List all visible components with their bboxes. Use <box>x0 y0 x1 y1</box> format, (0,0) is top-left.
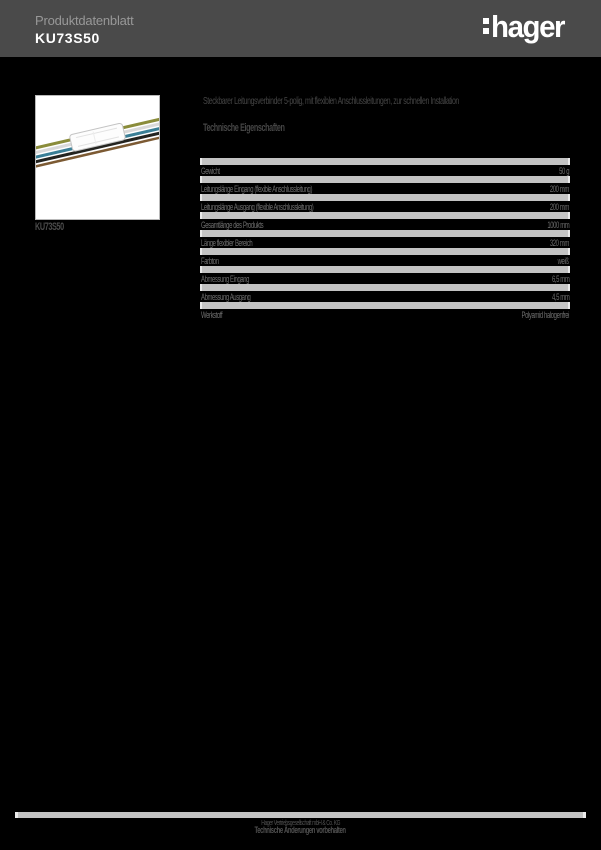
table-row <box>200 248 570 266</box>
spec-label: Werkstoff <box>201 309 223 320</box>
table-row <box>200 212 570 230</box>
row-separator-bar <box>200 284 570 291</box>
spec-value: 6,5 mm <box>551 273 569 284</box>
row-separator-bar <box>200 230 570 237</box>
row-separator-bar <box>200 158 570 165</box>
spec-label: Gewicht <box>201 165 220 176</box>
product-code-title: KU73S50 <box>35 30 100 46</box>
table-row <box>200 302 570 320</box>
product-description: Steckbarer Leitungsverbinder 5-polig, mit flexiblen Anschlussleitungen, zur schnellen Installation <box>203 95 459 107</box>
spec-value: 200 mm <box>549 201 569 212</box>
row-separator-bar <box>200 194 570 201</box>
table-row <box>200 176 570 194</box>
product-photo-connector-with-cables <box>36 96 159 219</box>
spec-label: Leitungslänge Eingang (flexible Anschlussleitung) <box>201 183 313 194</box>
spec-value: 200 mm <box>549 183 569 194</box>
row-separator-bar <box>200 302 570 309</box>
spec-value: 1000 mm <box>547 219 569 230</box>
row-separator-bar <box>200 212 570 219</box>
table-row <box>200 284 570 302</box>
row-separator-bar <box>200 266 570 273</box>
spec-value: weiß <box>558 255 569 266</box>
doc-type-label: Produktdatenblatt <box>35 13 134 28</box>
spec-label: Abmessung Eingang <box>201 273 250 284</box>
spec-value: 4,5 mm <box>551 291 569 302</box>
hager-logo-dots-icon <box>483 18 489 34</box>
table-row <box>200 158 570 176</box>
spec-table <box>200 158 570 320</box>
table-row <box>200 194 570 212</box>
footer-company-line: Hager Vertriebsgesellschaft mbH & Co. KG <box>261 818 340 827</box>
product-image <box>35 95 160 220</box>
spec-label: Farbton <box>201 255 219 266</box>
hager-logo-text: hager <box>491 9 565 44</box>
header-band <box>0 0 601 57</box>
spec-label: Gesamtlänge des Produkts <box>201 219 264 230</box>
table-row <box>200 230 570 248</box>
footer-text <box>0 820 601 833</box>
footer-notice-line: Technische Änderungen vorbehalten <box>254 824 347 835</box>
hager-logo <box>483 11 568 42</box>
product-image-caption: KU73S50 <box>35 221 64 233</box>
section-title-technical-properties: Technische Eigenschaften <box>203 122 285 134</box>
spec-label: Leitungslänge Ausgang (flexible Anschlussleitung) <box>201 201 314 212</box>
spec-label: Länge flexibler Bereich <box>201 237 253 248</box>
spec-value: Polyamid halogenfrei <box>521 309 569 320</box>
row-separator-bar <box>200 248 570 255</box>
table-row <box>200 266 570 284</box>
spec-label: Abmessung Ausgang <box>201 291 251 302</box>
spec-value: 50 g <box>559 165 569 176</box>
spec-value: 320 mm <box>549 237 569 248</box>
row-separator-bar <box>200 176 570 183</box>
